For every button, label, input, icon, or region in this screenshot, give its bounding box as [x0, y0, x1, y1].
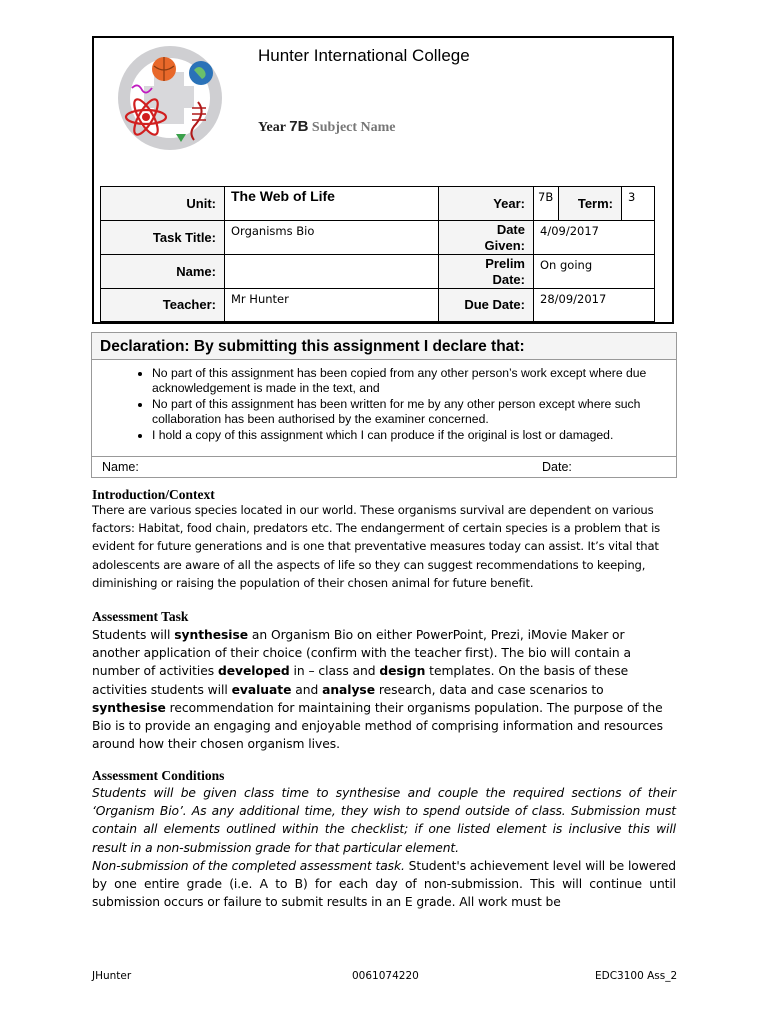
footer-course: EDC3100 Ass_2 [595, 970, 678, 982]
term-label-cell: Term: [558, 186, 622, 221]
declaration-item: • No part of this assignment has been written for me by any other person except where such collaboration has been authorised by the examiner concerned. [152, 397, 676, 428]
info-grid-overlay [100, 186, 655, 322]
name-label: Name: [100, 254, 225, 289]
year-value: 7B [289, 118, 309, 135]
term-value-cell[interactable]: 3 [621, 186, 655, 221]
due-date-value[interactable]: 28/09/2017 [533, 288, 655, 322]
footer-id: 0061074220 [352, 970, 419, 982]
prelim-date-value[interactable]: On going [533, 254, 655, 289]
assessment-task-text: Students will synthesise an Organism Bio on either PowerPoint, Prezi, iMovie Maker or another application of their choice (confirm with the teacher first). The bio will contain a number of activities developed in – class and design templates. On the basis of these activities students will evaluate and analyse research, data and case scenarios to synthesise recommendation for maintaining their organisms population. The purpose of the Bio is to provide an engaging and enjoyable method of comprising information and resources around how their chosen organism lives. [92, 628, 663, 752]
signature-date-label[interactable]: Date: [542, 460, 572, 474]
prelim-date-label: Prelim Date: [438, 254, 534, 289]
task-title-label: Task Title: [100, 220, 225, 255]
footer-author: JHunter [92, 970, 132, 982]
declaration-item: • I hold a copy of this assignment which I can produce if the original is lost or damaged. [152, 428, 676, 443]
name-value[interactable] [224, 254, 439, 289]
due-date-label: Due Date: [438, 288, 534, 322]
introduction-heading: Introduction/Context [92, 487, 215, 502]
declaration-heading: Declaration: By submitting this assignment I declare that: [91, 332, 677, 360]
declaration-item: • No part of this assignment has been copied from any other person’s work except where due acknowledgement is made in the text, and [152, 366, 676, 397]
subject-name-placeholder: Subject Name [311, 120, 396, 135]
year-label: Year [258, 120, 286, 135]
teacher-value[interactable]: Mr Hunter [224, 288, 439, 322]
assessment-task-heading: Assessment Task [92, 609, 189, 624]
year-value-cell[interactable]: 7B [533, 186, 559, 221]
college-name: Hunter International College [258, 46, 470, 65]
year-label-cell: Year: [438, 186, 534, 221]
assessment-conditions-text: Students will be given class time to synthesise and couple the required sections of their ‘Organism Bio’. As any additional time, they wish to spend outside of class. Submission must contain all elements outlined within the checklist; if one listed element is inclusive this will result in a non-submission grade for that particular element. Non-submission of the completed assessment task. Student's achievement level will be lowered by one entire grade (i.e. A to B) for each day of non-submission. This will continue until submission occurs or failure to submit results in an E grade. All work must be [92, 786, 676, 910]
declaration-signature-row [91, 456, 677, 478]
assessment-conditions-heading: Assessment Conditions [92, 768, 225, 783]
unit-value[interactable]: The Web of Life [224, 186, 439, 221]
unit-label: Unit: [100, 186, 225, 221]
year-subject-line [258, 118, 396, 136]
introduction-text: There are various species located in our world. These organisms survival are dependent on various factors: Habitat, food chain, predators etc. The endangerment of certain species is a problem that is evident for future generations and is one that preventative measures today can assist. It’s vital that adolescents are aware of all the aspects of life so they can suggest recommendations to keeping, diminishing or raising the population of their chosen animal for future benefit. [92, 503, 661, 590]
date-given-label: Date Given: [438, 220, 534, 255]
teacher-label: Teacher: [100, 288, 225, 322]
declaration-list [92, 366, 676, 443]
task-title-value[interactable]: Organisms Bio [224, 220, 439, 255]
date-given-value[interactable]: 4/09/2017 [533, 220, 655, 255]
declaration-body [91, 359, 677, 457]
signature-name-label[interactable]: Name: [102, 460, 139, 474]
college-logo [104, 42, 236, 154]
